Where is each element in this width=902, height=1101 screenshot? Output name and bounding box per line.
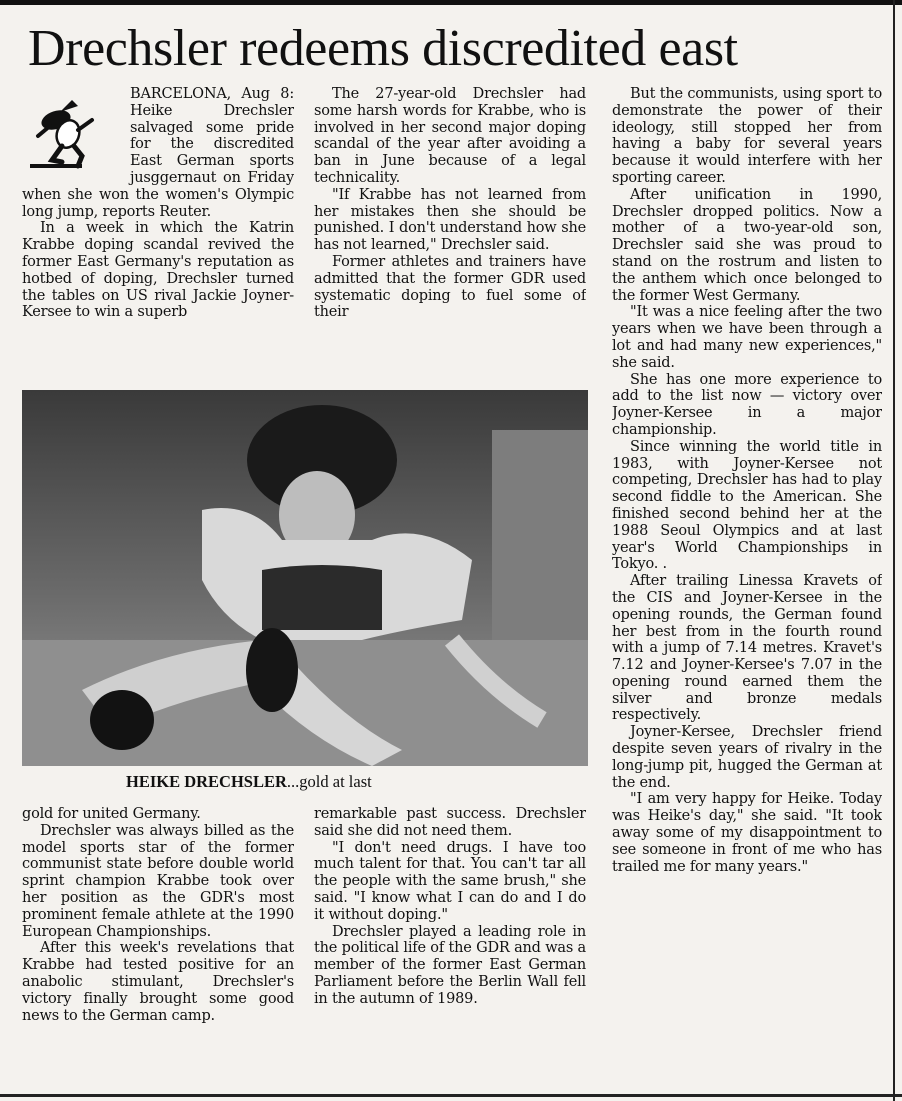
paragraph: Joyner-Kersee, Drechsler friend despite seven years of rivalry in the long-jump pit, hugged the German at the end. — [612, 724, 882, 791]
paragraph: After unification in 1990, Drechsler dropped politics. Now a mother of a two-year-old son, Drechsler said she was proud to stand on the rostrum and listen to the anthem which once belonged to the former West Germany. — [612, 186, 882, 304]
paragraph: Drechsler was always billed as the model sports star of the former communist state before double world sprint champion Krabbe took over her position as the GDR's most prominent female athlete at the 1990 European Championships. — [22, 822, 294, 940]
top-rule — [0, 0, 902, 5]
column-2-bottom — [314, 806, 586, 1090]
bottom-rule — [0, 1094, 902, 1097]
column-3 — [612, 86, 882, 1088]
caption-name: HEIKE DRECHSLER — [126, 772, 287, 791]
paragraph: The 27-year-old Drechsler had some harsh words for Krabbe, who is involved in her second major doping scandal of the year after avoiding a ban in June because of a legal technicality. — [314, 86, 586, 186]
paragraph: Former athletes and trainers have admitted that the former GDR used systematic doping to fuel some of their — [314, 253, 586, 321]
paragraph: Drechsler played a leading role in the political life of the GDR and was a member of the former East German Parliament before the Berlin Wall fell in the autumn of 1989. — [314, 923, 586, 1007]
paragraph: In a week in which the Katrin Krabbe doping scandal revived the former East Germany's reputation as hotbed of doping, Drechsler turned the tables on US rival Jackie Joyner-Kersee to win a superb — [22, 220, 294, 321]
paragraph: gold for united Germany. — [22, 806, 201, 822]
paragraph: After this week's revelations that Krabbe had tested positive for an anabolic stimulant, Drechsler's victory finally brought some good news to the German camp. — [22, 940, 294, 1024]
column-2-top — [314, 86, 586, 386]
paragraph: BARCELONA, Aug 8: Heike Drechsler salvaged some pride for the discredited East German sports jusggernaut on Friday when she won the women's Olympic long jump, reports Reuter. — [22, 86, 294, 220]
paragraph: But the communists, using sport to demonstrate the power of their ideology, still stopped her from having a baby for several years because it would interfere with her sporting career. — [612, 86, 882, 186]
photo-caption — [126, 772, 526, 792]
headline: Drechsler redeems discredited east — [28, 20, 738, 77]
column-1-bottom — [22, 806, 294, 1090]
olympic-mascot-icon — [22, 86, 130, 170]
paragraph: After trailing Linessa Kravets of the CIS and Joyner-Kersee in the opening rounds, the German found her best from in the fourth round with a jump of 7.14 metres. Kravet's 7.12 and Joyner-Kersee's 7.07 in the opening round earned them the silver and bronze medals respectively. — [612, 573, 882, 724]
paragraph: remarkable past success. Drechsler said she did not need them. — [314, 806, 586, 839]
column-1-top — [22, 86, 294, 386]
paragraph: "I don't need drugs. I have too much talent for that. You can't tar all the people with the same brush," she said. "I know what I can do and I do it without doping." — [314, 839, 586, 923]
long-jumper-photo — [22, 390, 588, 766]
caption-text: ...gold at last — [286, 772, 372, 791]
paragraph: "If Krabbe has not learned from her mistakes then she should be punished. I don't understand how she has not learned," Drechsler said. — [314, 186, 586, 254]
paragraph: Since winning the world title in 1983, with Joyner-Kersee not competing, Drechsler has had to play second fiddle to the American. She finished second behind her at the 1988 Seoul Olympics and at last year's World Championships in Tokyo. . — [612, 438, 882, 573]
paragraph: She has one more experience to add to the list now — victory over Joyner-Kersee in a major championship. — [612, 371, 882, 438]
paragraph: "I am very happy for Heike. Today was Heike's day," she said. "It took away some of my disappointment to see someone in front of me who has trailed me for many years." — [612, 791, 882, 875]
paragraph: "It was a nice feeling after the two years when we have been through a lot and had many new experiences," she said. — [612, 304, 882, 371]
right-rule — [893, 0, 895, 1101]
